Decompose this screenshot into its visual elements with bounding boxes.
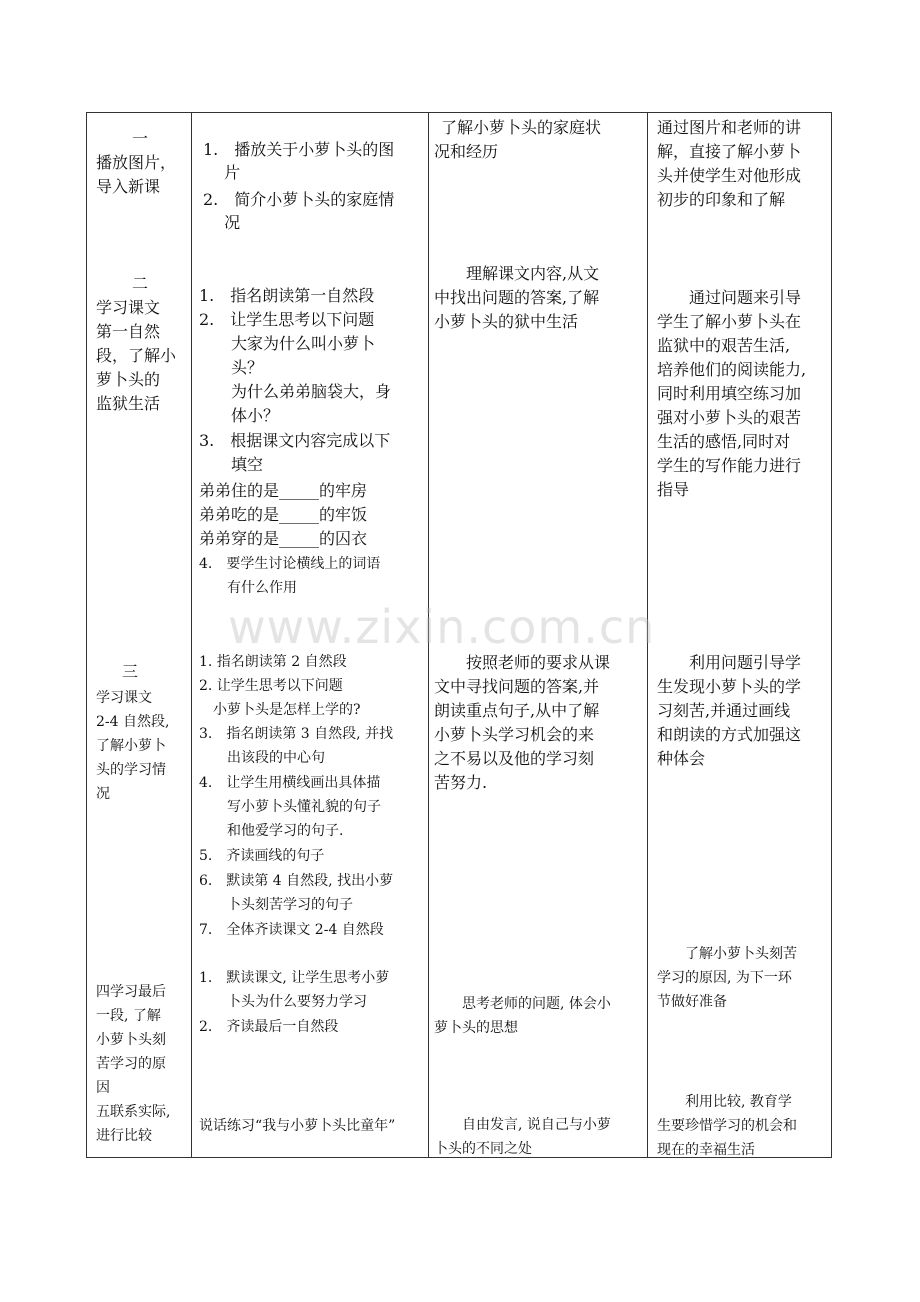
design-purpose: 监狱中的艰苦生活, (657, 336, 791, 355)
teacher-activity: 2. 简介小萝卜头的家庭情 (203, 190, 395, 209)
teacher-activity: 说话练习“我与小萝卜头比童年” (199, 1118, 396, 1134)
step-title: 导入新课 (96, 177, 161, 196)
design-purpose: 生要珍惜学习的机会和 (657, 1118, 797, 1134)
student-activity: 自由发言, 说自己与小萝 (434, 1117, 611, 1133)
design-purpose: 解，直接了解小萝卜 (657, 142, 802, 161)
teacher-activity: 1. 播放关于小萝卜头的图 (203, 140, 395, 159)
student-activity: 小萝卜头学习机会的来 (434, 725, 595, 744)
step-title: 五联系实际, (96, 1104, 171, 1120)
design-purpose: 学习的原因, 为下一环 (657, 970, 792, 986)
teacher-activity: 大家为什么叫小萝卜 (199, 334, 376, 353)
teacher-activity: 卜头为什么要努力学习 (199, 994, 367, 1010)
step-number: 二 (132, 274, 149, 293)
fill-in-blank: 弟弟穿的是_____的囚衣 (199, 529, 368, 548)
teacher-activity: 4. 要学生讨论横线上的词语 (199, 556, 381, 572)
step-title: 进行比较 (96, 1128, 152, 1144)
teacher-activity: 5. 齐读画线的句子 (199, 848, 325, 864)
student-activity: 了解小萝卜头的家庭状 (441, 118, 602, 137)
step-title: 2-4 自然段, (96, 714, 170, 730)
step-title: 播放图片， (96, 153, 177, 172)
design-purpose: 初步的印象和了解 (657, 190, 786, 209)
teacher-activity: 小萝卜头是怎样上学的? (199, 702, 361, 718)
fill-in-blank: 弟弟住的是_____的牢房 (199, 481, 368, 500)
teacher-activity: 填空 (199, 455, 264, 474)
teacher-activity: 6. 默读第 4 自然段, 找出小萝 (199, 873, 394, 889)
teacher-activity: 卜头刻苦学习的句子 (199, 897, 353, 913)
step-number: 三 (122, 662, 139, 681)
design-purpose: 利用比较, 教育学 (657, 1094, 792, 1110)
design-purpose: 通过图片和老师的讲 (657, 118, 802, 137)
teacher-activity: 有什么作用 (199, 580, 297, 596)
design-purpose: 种体会 (657, 749, 706, 768)
student-activity: 理解课文内容,从文 (434, 264, 600, 283)
step-title: 四学习最后 (96, 984, 166, 1000)
step-title: 学习课文 (96, 298, 161, 317)
design-purpose: 头并使学生对他形成 (657, 166, 802, 185)
step-number: 一 (132, 129, 149, 148)
column-divider (191, 112, 192, 1158)
step-title: 一段, 了解 (96, 1008, 161, 1024)
student-activity: 中找出问题的答案,了解 (434, 288, 600, 307)
student-activity: 按照老师的要求从课 (434, 653, 611, 672)
teacher-activity: 为什么弟弟脑袋大，身 (199, 382, 392, 401)
design-purpose: 节做好准备 (657, 994, 727, 1010)
step-title: 小萝卜头刻 (96, 1032, 166, 1048)
step-title: 了解小萝卜 (96, 738, 166, 754)
teacher-activity: 1. 指名朗读第 2 自然段 (199, 654, 347, 670)
student-activity: 苦努力. (434, 773, 488, 792)
teacher-activity: 1. 默读课文, 让学生思考小萝 (199, 970, 390, 986)
design-purpose: 指导 (657, 480, 690, 499)
design-purpose: 和朗读的方式加强这 (657, 725, 802, 744)
teacher-activity: 3. 指名朗读第 3 自然段, 并找 (199, 726, 394, 742)
step-title: 学习课文 (96, 690, 152, 706)
fill-in-blank: 弟弟吃的是_____的牢饭 (199, 505, 368, 524)
design-purpose: 学生的写作能力进行 (657, 456, 802, 475)
teacher-activity: 7. 全体齐读课文 2-4 自然段 (199, 922, 384, 938)
design-purpose: 习刻苦,并通过画线 (657, 701, 791, 720)
design-purpose: 现在的幸福生活 (657, 1142, 755, 1158)
teacher-activity: 头？ (199, 358, 264, 377)
student-activity: 卜头的不同之处 (434, 1141, 532, 1157)
design-purpose: 生活的感悟,同时对 (657, 432, 791, 451)
teacher-activity: 1. 指名朗读第一自然段 (199, 286, 375, 305)
student-activity: 思考老师的问题, 体会小 (434, 996, 611, 1012)
step-title: 段，了解小 (96, 346, 177, 365)
design-purpose: 利用问题引导学 (657, 653, 802, 672)
student-activity: 朗读重点句子,从中了解 (434, 701, 600, 720)
teacher-activity: 4. 让学生用横线画出具体描 (199, 775, 381, 791)
design-purpose: 同时利用填空练习加 (657, 384, 802, 403)
design-purpose: 学生了解小萝卜头在 (657, 312, 802, 331)
teacher-activity: 片 (203, 163, 241, 182)
design-purpose: 了解小萝卜头刻苦 (657, 946, 797, 962)
student-activity: 文中寻找问题的答案,并 (434, 677, 600, 696)
design-purpose: 通过问题来引导 (657, 288, 802, 307)
design-purpose: 生发现小萝卜头的学 (657, 677, 802, 696)
teacher-activity: 3. 根据课文内容完成以下 (199, 431, 391, 450)
watermark: www.zixin.com.cn (228, 600, 656, 654)
teacher-activity: 2. 让学生思考以下问题 (199, 310, 375, 329)
step-title: 监狱生活 (96, 394, 161, 413)
student-activity: 况和经历 (434, 142, 499, 161)
teacher-activity: 况 (203, 213, 241, 232)
step-title: 第一自然 (96, 322, 161, 341)
step-title: 头的学习情 (96, 762, 166, 778)
design-purpose: 培养他们的阅读能力, (657, 360, 807, 379)
step-title: 况 (96, 786, 110, 802)
teacher-activity: 写小萝卜头懂礼貌的句子 (199, 799, 381, 815)
step-title: 萝卜头的 (96, 370, 161, 389)
student-activity: 之不易以及他的学习刻 (434, 749, 595, 768)
teacher-activity: 2. 让学生思考以下问题 (199, 678, 343, 694)
teacher-activity: 2. 齐读最后一自然段 (199, 1019, 339, 1035)
teacher-activity: 出该段的中心句 (199, 750, 325, 766)
teacher-activity: 体小？ (199, 406, 280, 425)
design-purpose: 强对小萝卜头的艰苦 (657, 408, 802, 427)
teacher-activity: 和他爱学习的句子. (199, 823, 344, 839)
student-activity: 小萝卜头的狱中生活 (434, 312, 579, 331)
step-title: 苦学习的原 (96, 1056, 166, 1072)
student-activity: 萝卜头的思想 (434, 1020, 518, 1036)
step-title: 因 (96, 1080, 110, 1096)
